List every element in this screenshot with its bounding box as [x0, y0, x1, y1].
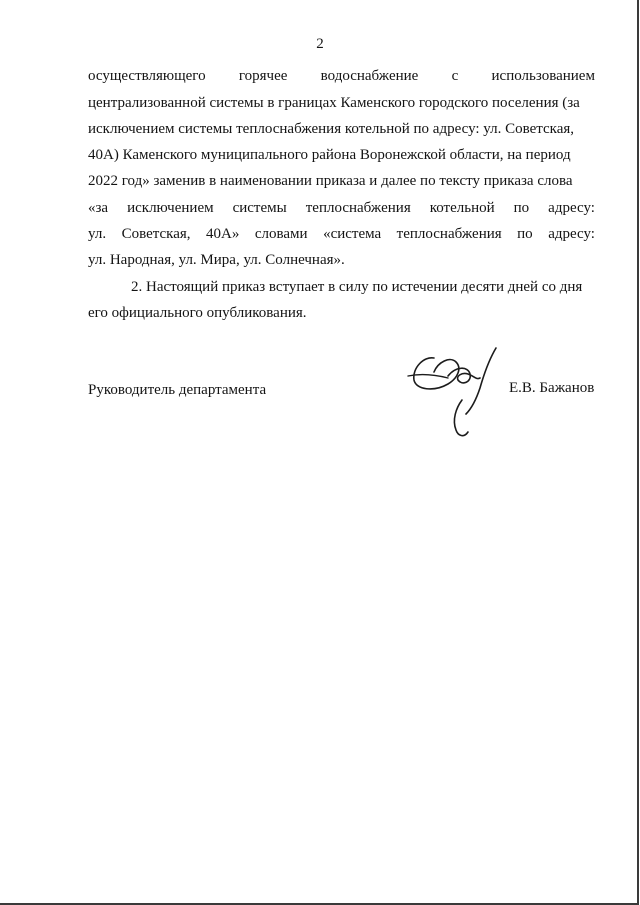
word: котельной — [429, 200, 495, 216]
word: исключением — [127, 200, 214, 216]
paragraph1-line6 — [88, 198, 595, 218]
word: водоснабжение — [320, 68, 419, 84]
word: горячее — [238, 68, 288, 84]
word: использованием — [491, 68, 595, 84]
paragraph1-line3: исключением системы теплоснабжения котельной по адресу: ул. Советская, — [88, 121, 575, 137]
word: «система — [323, 226, 382, 242]
word: по — [517, 226, 533, 242]
paragraph1-line1 — [88, 66, 595, 86]
paragraph2-line2: его официального опубликования. — [88, 305, 307, 321]
word: словами — [254, 226, 308, 242]
word: осуществляющего — [88, 68, 206, 84]
handwritten-signature — [404, 344, 514, 454]
word: теплоснабжения — [305, 200, 411, 216]
word: адресу: — [548, 200, 595, 216]
word: теплоснабжения — [396, 226, 502, 242]
word: «за — [88, 200, 109, 216]
word: адресу: — [548, 226, 595, 242]
paragraph1-line5: 2022 год» заменив в наименовании приказа и далее по тексту приказа слова — [88, 173, 573, 189]
signatory-title: Руководитель департамента — [88, 382, 267, 398]
word: с — [451, 68, 459, 84]
paragraph1-line2: централизованной системы в границах Каменского городского поселения (за — [88, 95, 580, 111]
word: ул. — [88, 226, 107, 242]
page-number: 2 — [316, 36, 324, 52]
paragraph1-line8: ул. Народная, ул. Мира, ул. Солнечная». — [88, 252, 345, 268]
word: 40А» — [206, 226, 240, 242]
paragraph1-line7 — [88, 224, 595, 244]
word: Советская, — [121, 226, 191, 242]
word: системы — [232, 200, 287, 216]
word: по — [513, 200, 530, 216]
signatory-name: Е.В. Бажанов — [509, 380, 595, 396]
paragraph2-line1: 2. Настоящий приказ вступает в силу по истечении десяти дней со дня — [131, 279, 583, 295]
paragraph1-line4: 40А) Каменского муниципального района Воронежской области, на период — [88, 147, 571, 163]
